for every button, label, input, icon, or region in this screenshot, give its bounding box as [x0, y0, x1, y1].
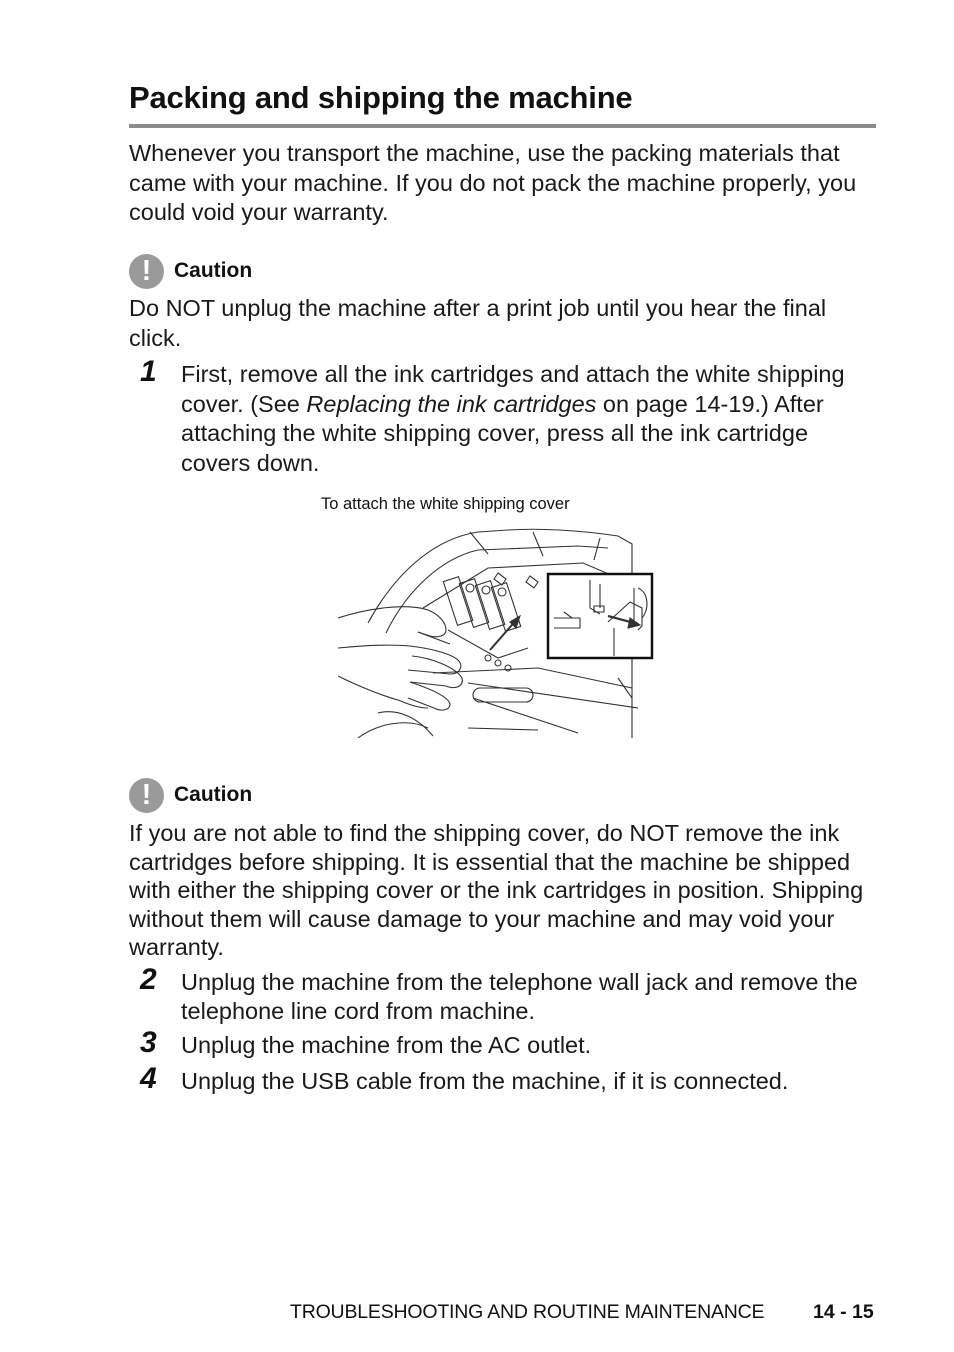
step-number: 3	[140, 1026, 157, 1059]
exclamation-icon: !	[129, 254, 164, 289]
step-text: Unplug the machine from the telephone wall jack and remove the telephone line cord from machine.	[181, 969, 858, 1024]
title-rule	[129, 124, 876, 128]
caution-heading	[129, 253, 252, 289]
caution-text: Do NOT unplug the machine after a print job until you hear the final click.	[129, 295, 827, 351]
exclamation-icon: !	[129, 778, 164, 813]
step-text: First, remove all the ink cartridges and attach the white shipping cover. (See Replacing the ink cartridges on page 14-19.) After attaching the white shipping cover, press all the ink cartridge covers down.	[181, 361, 845, 476]
caution-heading	[129, 777, 252, 813]
figure-caption: To attach the white shipping cover	[321, 495, 570, 513]
step-number: 2	[140, 963, 157, 996]
intro-paragraph: Whenever you transport the machine, use the packing materials that came with your machine. If you do not pack the machine properly, you could void your warranty.	[129, 140, 857, 225]
step-text: Unplug the machine from the AC outlet.	[181, 1032, 592, 1058]
caution-label: Caution	[174, 259, 253, 282]
shipping-cover-illustration	[338, 518, 654, 738]
footer-section-title: TROUBLESHOOTING AND ROUTINE MAINTENANCE	[290, 1301, 765, 1323]
cross-reference: Replacing the ink cartridges	[306, 390, 597, 417]
page-title: Packing and shipping the machine	[129, 80, 633, 115]
footer-page-number: 14 - 15	[813, 1301, 874, 1323]
step-number: 1	[140, 355, 157, 388]
caution-label: Caution	[174, 783, 253, 806]
caution-text: If you are not able to find the shipping cover, do NOT remove the ink cartridges before shipping. It is essential that the machine be shipped with either the shipping cover or the ink cartridges in position. Shipping without them will cause damage to your machine and may void your warranty.	[129, 820, 864, 960]
step-text: Unplug the USB cable from the machine, if it is connected.	[181, 1068, 789, 1094]
step-number: 4	[140, 1062, 157, 1095]
